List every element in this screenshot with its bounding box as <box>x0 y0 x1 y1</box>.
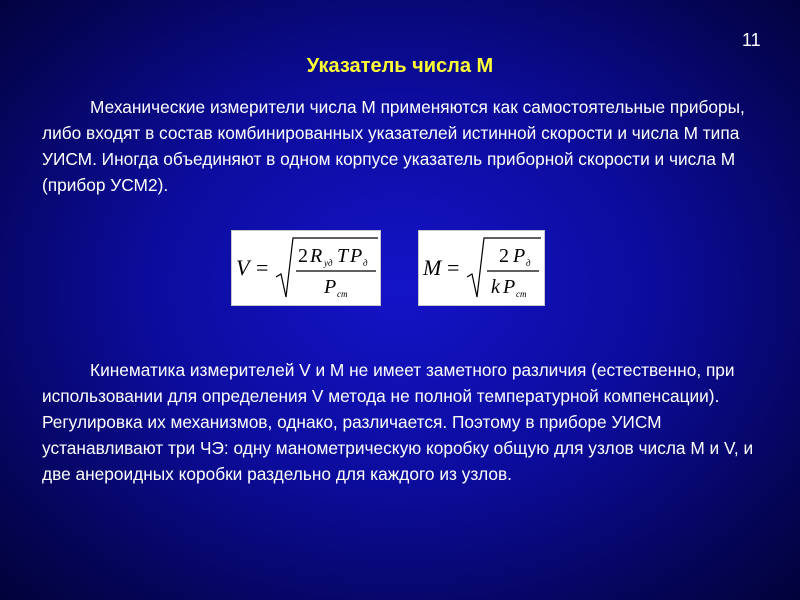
formula-velocity-t: T <box>337 245 349 267</box>
formula-velocity-den-p: P <box>324 276 337 298</box>
formula-velocity <box>231 230 381 306</box>
formula-velocity-r: R <box>310 245 323 267</box>
formula-mach-k: k <box>491 276 500 298</box>
formula-mach-equals: = <box>447 255 460 280</box>
formula-mach-coef: 2 <box>499 245 509 267</box>
paragraph-mechanical-meters: Механические измерители числа М применяются как самостоятельные приборы, либо входят в состав комбинированных указателей истинной скорости и числа М типа УИСМ. Иногда объединяют в одном корпусе указатель приборной скорости и числа М (прибор УСМ2). <box>42 97 745 195</box>
formula-mach-den-p: P <box>503 276 516 298</box>
formula-velocity-r-sub: уд <box>324 258 333 268</box>
formula-mach-den-sub: ст <box>516 289 527 299</box>
formula-velocity-den-sub: ст <box>337 289 348 299</box>
formula-mach-lhs: M <box>423 255 442 280</box>
formula-velocity-coef: 2 <box>298 245 308 267</box>
paragraph-kinematics: Кинематика измерителей V и М не имеет заметного различия (естественно, при использовании для определения V метода не полной температурной компенсации). Регулировка их механизмов, однако, различается. Поэтому в приборе УИСМ устанавливают три ЧЭ: одну манометрическую коробку общую для узлов числа М и V, и две анероидных коробки раздельно для каждого из узлов. <box>42 360 754 484</box>
formula-velocity-p-sub: д <box>363 258 368 268</box>
formula-mach-p-sub: д <box>526 258 531 268</box>
slide-number: 11 <box>742 30 761 50</box>
formula-mach-p: P <box>513 245 526 267</box>
slide-title: Указатель числа М <box>306 55 494 77</box>
formula-velocity-equals: = <box>256 255 269 280</box>
formula-mach <box>418 230 545 306</box>
formula-velocity-lhs: V <box>236 255 250 280</box>
formula-velocity-p: P <box>350 245 363 267</box>
